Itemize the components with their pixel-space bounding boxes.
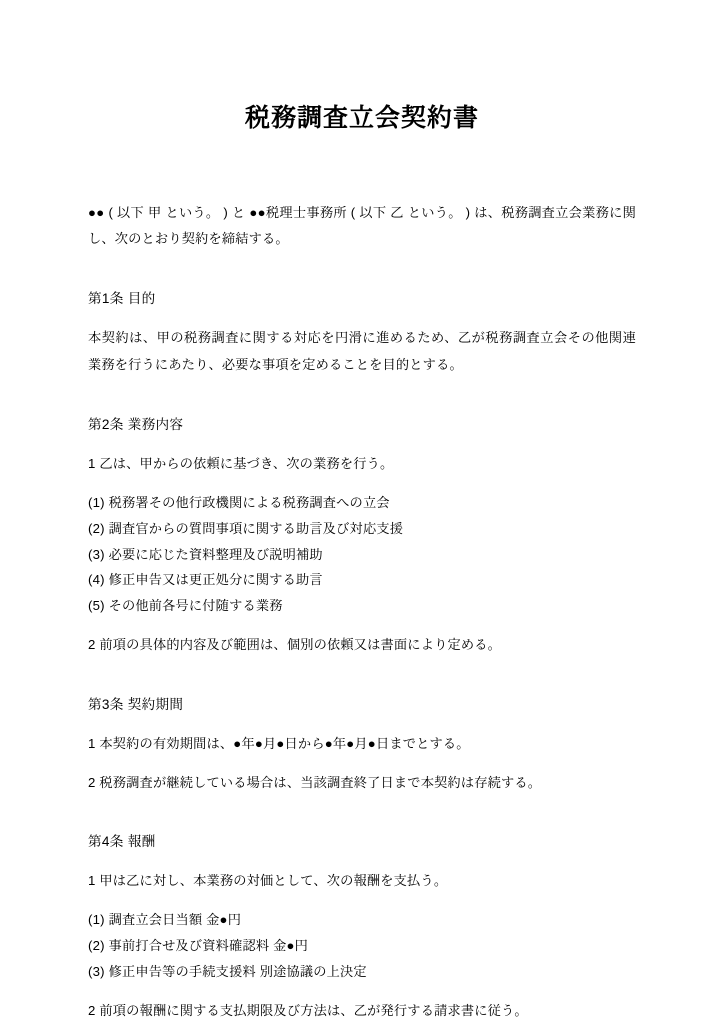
section-paragraph: 1 乙は、甲からの依頼に基づき、次の業務を行う。 [88,456,394,472]
list-item: (3) 修正申告等の手続支援料 別途協議の上決定 [88,963,367,979]
section-paragraph: 2 税務調査が継続している場合は、当該調査終了日まで本契約は存続する。 [88,774,542,790]
list-item: (5) その他前各号に付随する業務 [88,598,283,614]
list-item: (3) 必要に応じた資料整理及び説明補助 [88,546,323,562]
section-paragraph: 2 前項の報酬に関する支払期限及び方法は、乙が発行する請求書に従う。 [88,1002,528,1018]
section-article-1 [88,286,636,378]
section-article-4 [88,829,636,1023]
list-item: (2) 事前打合せ及び資料確認料 金●円 [88,938,309,954]
section-heading: 第4条 報酬 [88,834,156,850]
page-title: 税務調査立会契約書 [244,104,479,132]
list-item: (2) 調査官からの質問事項に関する助言及び対応支援 [88,520,404,536]
section-article-2 [88,412,636,658]
section-article-3 [88,692,636,796]
list-item: (4) 修正申告又は更正処分に関する助言 [88,572,323,588]
section-item-list [88,490,636,619]
list-item: (1) 税務署その他行政機関による税務調査への立会 [88,495,390,511]
section-item-list [88,907,636,984]
section-paragraph: 2 前項の具体的内容及び範囲は、個別の依頼又は書面により定める。 [88,636,502,652]
section-heading: 第2条 業務内容 [88,417,184,433]
section-heading: 第1条 目的 [88,291,156,307]
section-paragraph: 本契約は、甲の税務調査に関する対応を円滑に進めるため、乙が税務調査立会その他関連業務を行うにあたり、必要な事項を定めることを目的とする。 [88,330,636,372]
section-paragraph: 1 本契約の有効期間は、●年●月●日から●年●月●日までとする。 [88,735,470,751]
section-paragraph: 1 甲は乙に対し、本業務の対価として、次の報酬を支払う。 [88,873,448,889]
list-item: (1) 調査立会日当額 金●円 [88,912,242,928]
intro-paragraph: ●● ( 以下 甲 という。 ) と ●●税理士事務所 ( 以下 乙 という。 ) は、税務調査立会業務に関し、次のとおり契約を締結する。 [88,204,636,246]
section-heading: 第3条 契約期間 [88,696,184,712]
